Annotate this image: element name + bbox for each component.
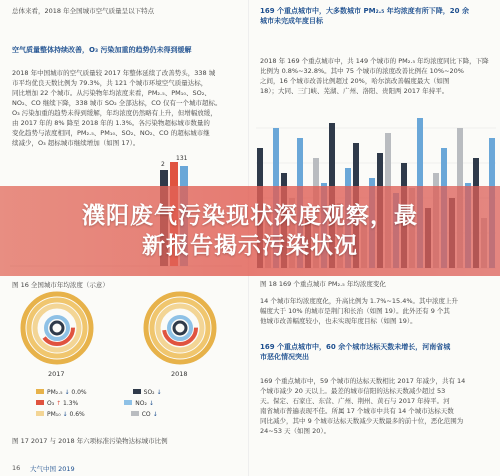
legend-arrow-icon: ↑ bbox=[56, 400, 62, 407]
heading-line: 市恶化情况突出 bbox=[260, 353, 309, 361]
legend-arrow-icon: ↓ bbox=[152, 411, 158, 418]
left-paragraph-line: 同比增加 22 个城市。从污染物年均浓度来看，PM₂.₅、PM₁₀、SO₂、 bbox=[12, 89, 211, 97]
paragraph-line: 24~53 天（如图 20）。 bbox=[260, 427, 331, 435]
left-paragraph-line: 续减少，O₃ 超标城市继续增加（如图 17）。 bbox=[12, 139, 140, 147]
legend-label: O₃ bbox=[47, 400, 55, 407]
donut-2018 bbox=[146, 294, 214, 362]
banner-title-line-1: 濮阳废气污染现状深度观察，最 bbox=[82, 203, 418, 229]
paragraph-line: 南省城市普遍表现不佳。所属 17 个城市中共有 14 个城市达标天数 bbox=[260, 407, 454, 415]
legend-swatch bbox=[36, 400, 44, 405]
legend-arrow-icon: ↓ bbox=[64, 389, 70, 396]
paragraph-line: 幅度大于 10% 的城市是荆门和长治（如图 19）。此外还有 9 个其 bbox=[260, 307, 450, 315]
paragraph-line: 天。保定、石家庄、东营、广州、荆州、黄石与 2017 年持平。河 bbox=[260, 397, 450, 405]
legend-label: PM₁₀ bbox=[47, 411, 61, 418]
legend-item bbox=[36, 389, 87, 396]
figure-18-caption: 图 18 169 个重点城市 PM₂.₅ 年均浓度变化 bbox=[260, 280, 386, 288]
legend-arrow-icon: ↓ bbox=[148, 400, 154, 407]
paragraph-line: 个城市减少 20 天以上。最差的城市信阳的达标天数减少超过 53 bbox=[260, 387, 446, 395]
legend-item bbox=[133, 389, 162, 396]
legend-label: CO bbox=[141, 411, 151, 418]
left-section-heading: 空气质量整体持续改善，O₃ 污染加重的趋势仍未得到缓解 bbox=[12, 46, 192, 54]
paragraph-line: 2018 年 169 个重点城市中，共 149 个城市的 PM₂.₅ 年均浓度同比下降，下降 bbox=[260, 57, 489, 65]
legend-label: NO₂ bbox=[135, 400, 147, 407]
paragraph-line: 同比减少，其中 9 个城市达标天数减少天数最多的前十位，恶化范围为 bbox=[260, 417, 464, 425]
figure-17-caption: 图 17 2017 与 2018 年六项标准污染物达标城市比例 bbox=[12, 437, 168, 445]
paragraph-line: 他城市改善幅度较小，也未实现年度目标（如图 19）。 bbox=[260, 317, 417, 325]
figure-16-caption: 图 16 全国城市年均浓度（示意） bbox=[12, 281, 109, 289]
banner-title-line-2: 新报告揭示污染状况 bbox=[142, 233, 358, 259]
donut-2017 bbox=[23, 294, 91, 362]
legend-value: 0.0% bbox=[71, 389, 87, 396]
paragraph-line: 169 个重点城市中，59 个城市的达标天数相比 2017 年减少，共有 14 bbox=[260, 377, 466, 385]
right-paragraph-3 bbox=[260, 376, 496, 436]
left-paragraph-line: 由 2017 年的 8% 降至 2018 年的 1.3%。各污染物超标城市数量的 bbox=[12, 119, 210, 127]
page-number: 16 bbox=[12, 464, 21, 472]
legend-swatch bbox=[36, 389, 44, 394]
right-paragraph-2 bbox=[260, 296, 496, 326]
left-paragraph-line: O₃ 污染加重的趋势未得到缓解，年均浓度仍然略有上升，但增幅放缓， bbox=[12, 109, 217, 117]
paragraph-line: 14 个城市年均浓度度化，升高比例为 1.7%~15.4%。其中浓度上升 bbox=[260, 297, 459, 305]
legend-swatch bbox=[133, 389, 141, 394]
left-paragraph-line: 2018 年中国城市的空气质量较 2017 年整体延续了改善势头，338 城 bbox=[12, 69, 216, 77]
title-banner bbox=[0, 186, 500, 276]
legend-label: SO₂ bbox=[143, 389, 155, 396]
legend-swatch bbox=[131, 411, 139, 416]
legend-arrow-icon: ↓ bbox=[62, 411, 68, 418]
bar-label: 131 bbox=[176, 155, 188, 162]
paragraph-line: 18）；大同、三门峡、芜湖、广州、洛阳、贵阳两 2017 年持平。 bbox=[260, 87, 449, 95]
publication-name: 大气中国 2019 bbox=[30, 465, 75, 473]
right-section-heading-2 bbox=[260, 342, 496, 362]
legend-item bbox=[36, 411, 85, 418]
legend-swatch bbox=[124, 400, 132, 405]
paragraph-line: 比例为 0.8%~32.8%。其中 75 个城市的浓度改善比例在 10%~20% bbox=[260, 67, 464, 75]
heading-line: 169 个重点城市中，60 余个城市达标天数未增长，河南省城 bbox=[260, 343, 451, 351]
legend-item bbox=[124, 400, 154, 407]
donut-charts bbox=[10, 290, 242, 380]
donut-year-2017: 2017 bbox=[48, 370, 65, 378]
legend-label: PM₂.₅ bbox=[47, 389, 63, 396]
left-paragraph bbox=[12, 68, 244, 148]
heading-line: 城市未完成年度目标 bbox=[260, 17, 323, 25]
legend-swatch bbox=[36, 411, 44, 416]
legend-arrow-icon: ↓ bbox=[156, 389, 162, 396]
left-footer bbox=[0, 462, 248, 476]
donut-legend bbox=[36, 389, 226, 418]
left-paragraph-line: 市平均优良天数比例为 79.3%，共 121 个城市环境空气质量达标， bbox=[12, 79, 208, 87]
legend-value: 1.3% bbox=[63, 400, 79, 407]
left-paragraph-line: 变化趋势与浓度相同，PM₂.₅、PM₁₀、SO₂、NO₂、CO 的超标城市继 bbox=[12, 129, 210, 137]
right-section-heading-1 bbox=[260, 6, 496, 26]
legend-value: 0.6% bbox=[69, 411, 85, 418]
legend-item bbox=[131, 411, 158, 418]
donut-year-2018: 2018 bbox=[171, 370, 188, 378]
paragraph-line: 之间，16 个城市改善比例超过 20%，哈尔滨改善幅度最大（如图 bbox=[260, 77, 450, 85]
right-paragraph-1 bbox=[260, 56, 496, 96]
heading-line: 169 个重点城市中，大多数城市 PM₂.₅ 年均浓度有所下降，20 余 bbox=[260, 7, 469, 15]
left-top-line: 总体来看，2018 年全国城市空气质量呈以下特点 bbox=[12, 7, 155, 15]
bar-label: 2 bbox=[161, 161, 165, 168]
left-paragraph-line: NO₂、CO 继续下降，338 城市 SO₂ 全部达标，CO 仅有一个城市超标。 bbox=[12, 99, 222, 107]
legend-item bbox=[36, 400, 78, 407]
